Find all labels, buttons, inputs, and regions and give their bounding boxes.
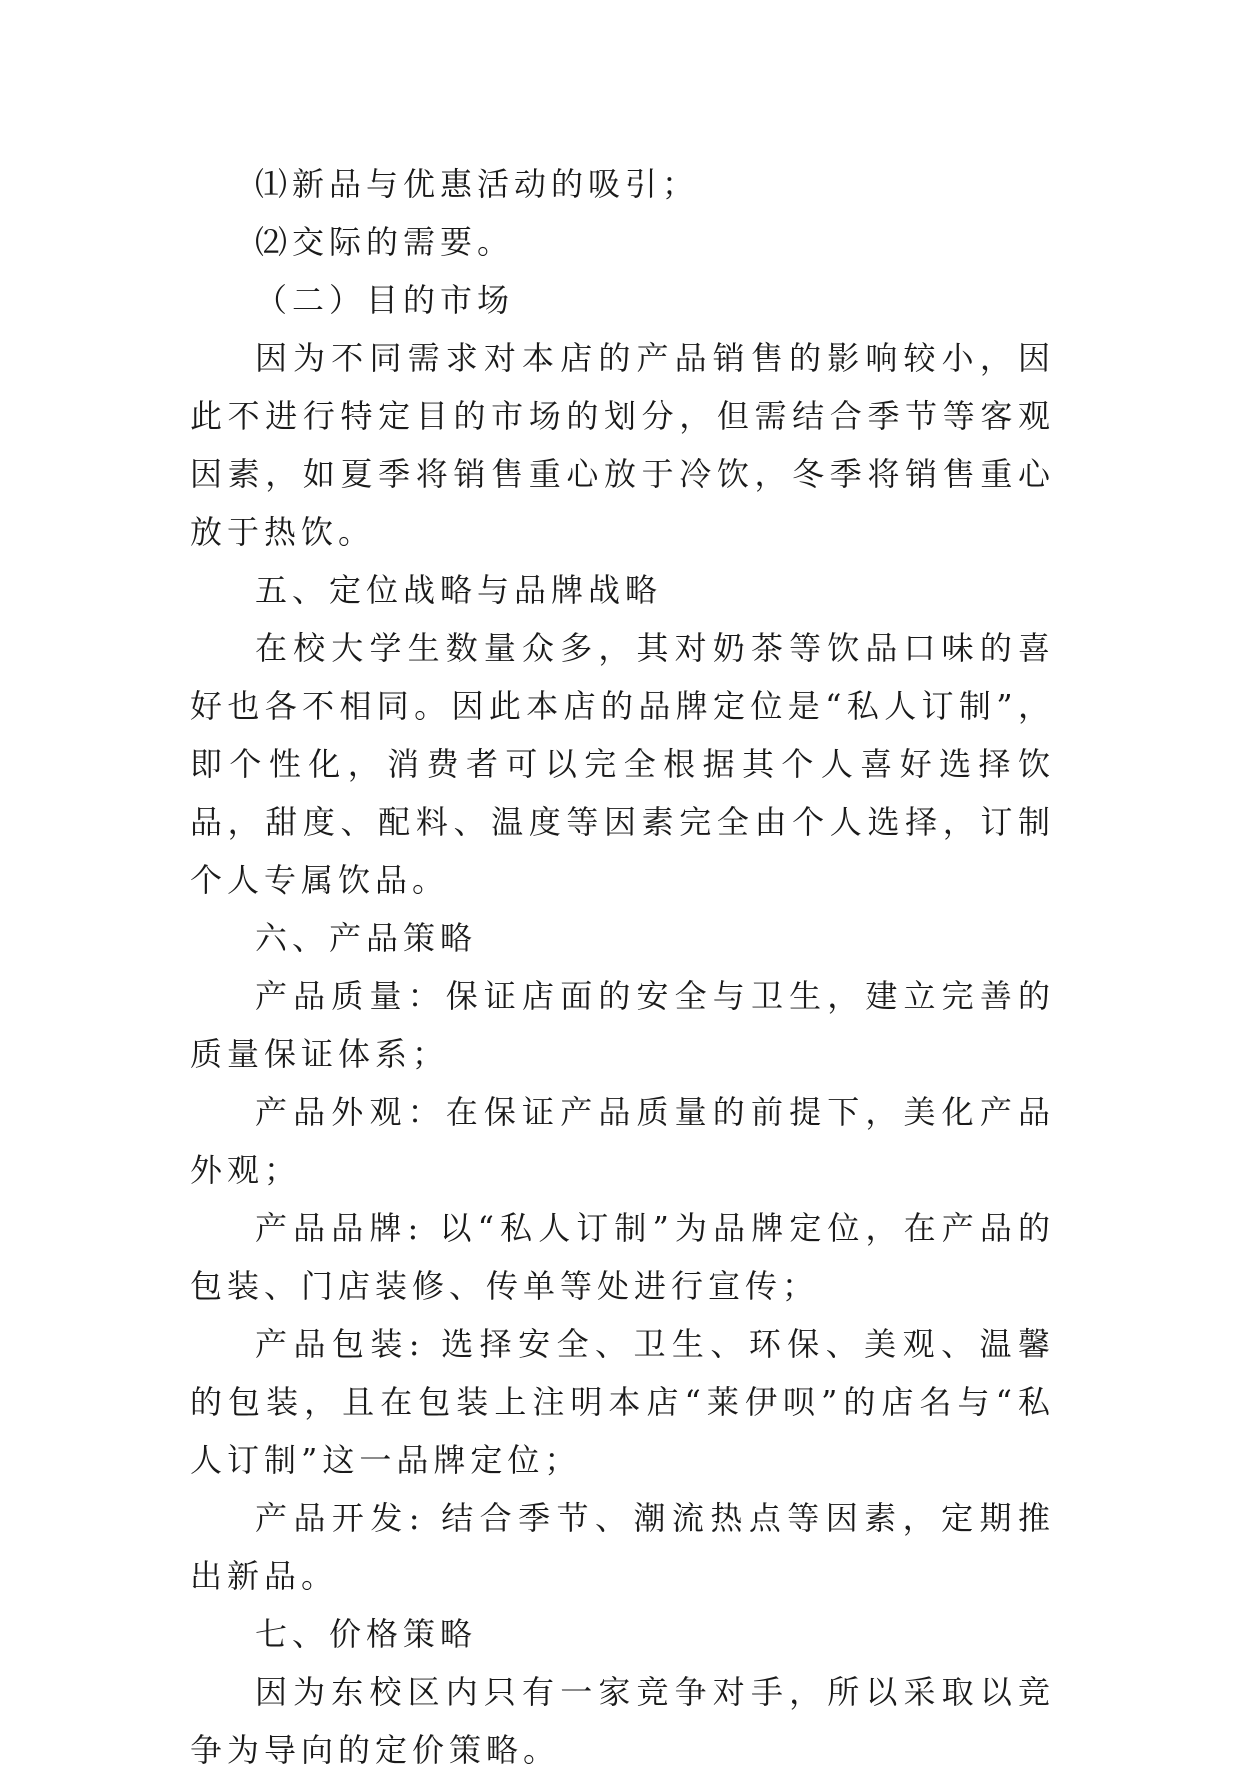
section-heading-positioning: 五、定位战略与品牌战略	[255, 571, 663, 609]
paragraph-positioning: 在校大学生数量众多，其对奶茶等饮品口味的喜好也各不相同。因此本店的品牌定位是“私人订制”，即个性化，消费者可以完全根据其个人喜好选择饮品，甜度、配料、温度等因素完全由个人选择，订制个人专属饮品。	[190, 629, 1055, 899]
paragraph-product-brand: 产品品牌: 以“私人订制”为品牌定位，在产品的包装、门店装修、传单等处进行宣传；	[190, 1209, 1055, 1305]
list-item-1: ⑴新品与优惠活动的吸引；	[255, 165, 700, 203]
section-heading-product-strategy: 六、产品策略	[255, 919, 478, 957]
paragraph-product-packaging: 产品包装: 选择安全、卫生、环保、美观、温馨的包装，且在包装上注明本店“莱伊呗”的店名与“私人订制”这一品牌定位；	[190, 1325, 1055, 1479]
paragraph-target-market: 因为不同需求对本店的产品销售的影响较小，因此不进行特定目的市场的划分，但需结合季节等客观因素，如夏季将销售重心放于冷饮，冬季将销售重心放于热饮。	[190, 339, 1055, 551]
list-item-2: ⑵交际的需要。	[255, 223, 515, 261]
paragraph-product-appearance: 产品外观：在保证产品质量的前提下，美化产品外观；	[190, 1093, 1055, 1189]
section-heading-target-market: （二）目的市场	[255, 281, 515, 319]
paragraph-product-development: 产品开发: 结合季节、潮流热点等因素，定期推出新品。	[190, 1499, 1055, 1595]
paragraph-product-quality: 产品质量：保证店面的安全与卫生，建立完善的质量保证体系；	[190, 977, 1055, 1073]
paragraph-price-strategy: 因为东校区内只有一家竞争对手，所以采取以竞争为导向的定价策略。	[190, 1673, 1055, 1769]
section-heading-price-strategy: 七、价格策略	[255, 1615, 478, 1653]
document-body	[190, 155, 1055, 1779]
